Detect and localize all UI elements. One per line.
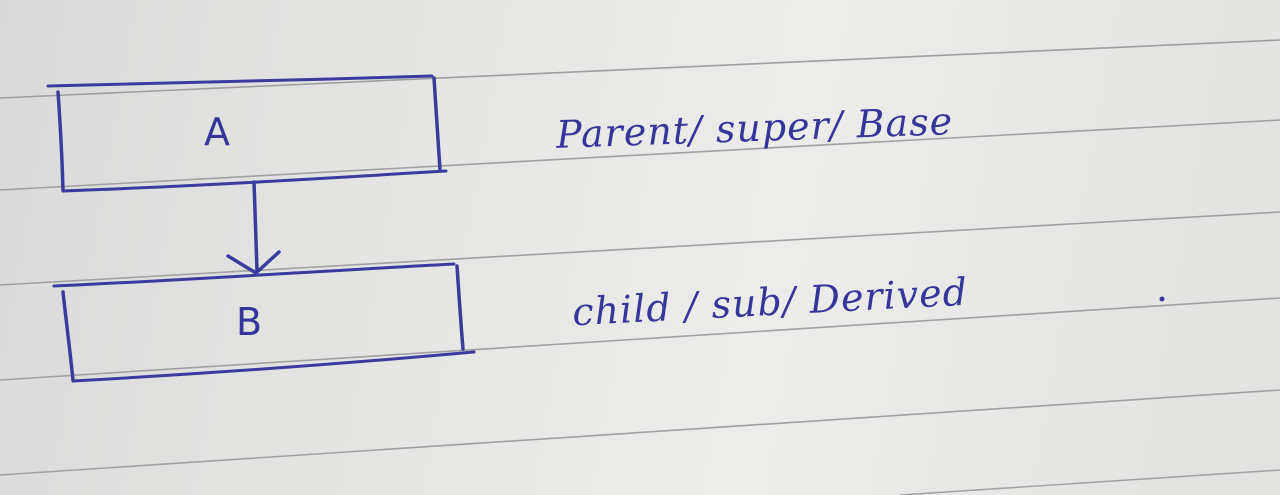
- box-b-label: B: [236, 300, 263, 344]
- child-description: child / sub/ Derived: [571, 269, 969, 335]
- box-a-label: A: [204, 110, 230, 154]
- parent-description: Parent/ super/ Base: [555, 99, 954, 157]
